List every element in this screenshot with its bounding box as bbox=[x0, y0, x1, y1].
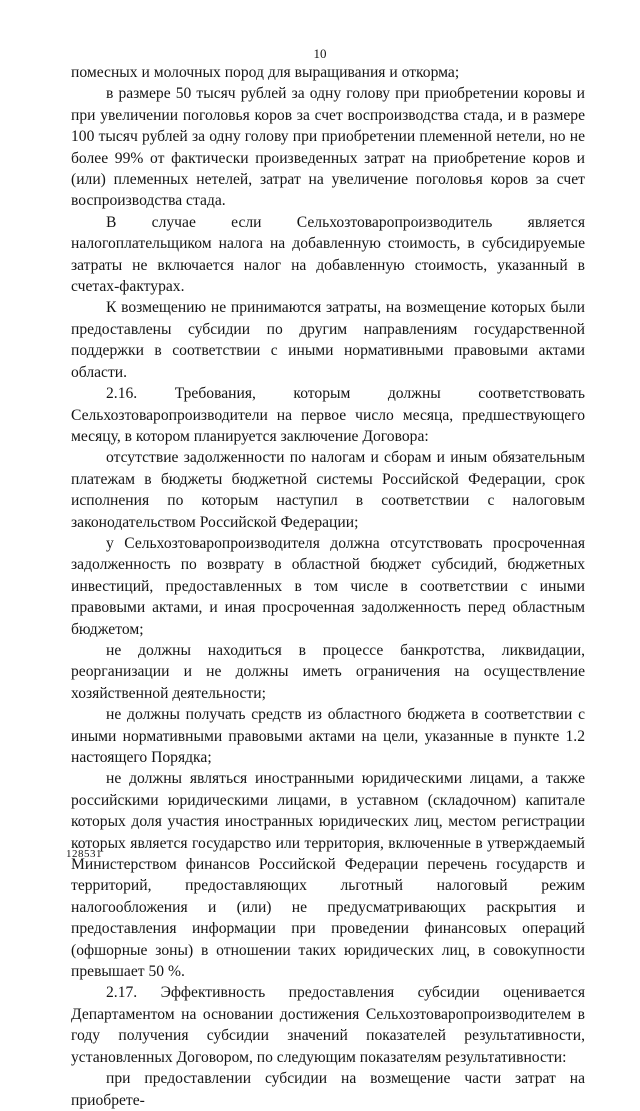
paragraph-continuation: помесных и молочных пород для выращивания и откорма; bbox=[71, 64, 460, 81]
paragraph-excluded-costs: К возмещению не принимаются затраты, на возмещение которых были предоставлены субсидии по другим направлениям государственной поддержки в соответствии с иными нормативными правовыми актами области. bbox=[71, 299, 585, 381]
document-code: 128531 bbox=[66, 848, 102, 860]
paragraph-no-bankruptcy: не должны находиться в процессе банкротства, ликвидации, реорганизации и не должны иметь ограничения на осуществление хозяйственной деятельности; bbox=[71, 641, 585, 702]
paragraph-cow-subsidy-amount: в размере 50 тысяч рублей за одну голову при приобретении коровы и при увеличении поголовья коров за счет воспроизводства стада, и в размере 100 тысяч рублей за одну голову при приобретении племенной нетели, но не более 99% от фактически произведенных затрат на приобретение коров и (или) племенных нетелей, затрат на увеличение поголовья коров за счет воспроизводства стада. bbox=[71, 85, 585, 210]
document-body bbox=[71, 62, 585, 1111]
paragraph-section-2-17: 2.17. Эффективность предоставления субсидии оценивается Департаментом на основании достижения Сельхозтоваропроизводителем в году получения субсидии значений показателей результативности, установленных Договором, по следующим показателям результативности: bbox=[71, 984, 585, 1066]
paragraph-no-overdue-debt: у Сельхозтоваропроизводителя должна отсутствовать просроченная задолженность по возврату в областной бюджет субсидий, бюджетных инвестиций, предоставленных в том числе в соответствии с иными правовыми актами, и иная просроченная задолженность перед областным бюджетом; bbox=[71, 534, 585, 638]
paragraph-no-other-funds: не должны получать средств из областного бюджета в соответствии с иными нормативными правовыми актами на цели, указанные в пункте 1.2 настоящего Порядка; bbox=[71, 706, 585, 766]
paragraph-no-tax-debt: отсутствие задолженности по налогам и сборам и иным обязательным платежам в бюджеты бюджетной системы Российской Федерации, срок исполнения по которым наступил в соответствии с налоговым законодательством Российской Федерации; bbox=[71, 449, 585, 531]
paragraph-vat: В случае если Сельхозтоваропроизводитель является налогоплательщиком налога на добавленную стоимость, в субсидируемые затраты не включается налог на добавленную стоимость, указанный в счетах-фактурах. bbox=[71, 213, 585, 296]
paragraph-section-2-16: 2.16. Требования, которым должны соответствовать Сельхозтоваропроизводители на первое число месяца, предшествующего месяцу, в котором планируется заключение Договора: bbox=[71, 385, 585, 445]
paragraph-efficiency-indicator: при предоставлении субсидии на возмещение части затрат на приобрете- bbox=[71, 1070, 585, 1109]
page-number: 10 bbox=[313, 46, 327, 61]
paragraph-no-foreign-entities: не должны являться иностранными юридическими лицами, а также российскими юридическими лицами, в уставном (складочном) капитале которых доля участия иностранных юридических лиц, местом регистрации которых является государство или территория, включенные в утверждаемый Министерством финансов Российской Федерации перечень государств и территорий, предоставляющих льготный налоговый режим налогообложения и (или) не предусматривающих раскрытия и предоставления информации при проведении финансовых операций (офшорные зоны) в отношении таких юридических лиц, в совокупности превышает 50 %. bbox=[71, 770, 585, 981]
